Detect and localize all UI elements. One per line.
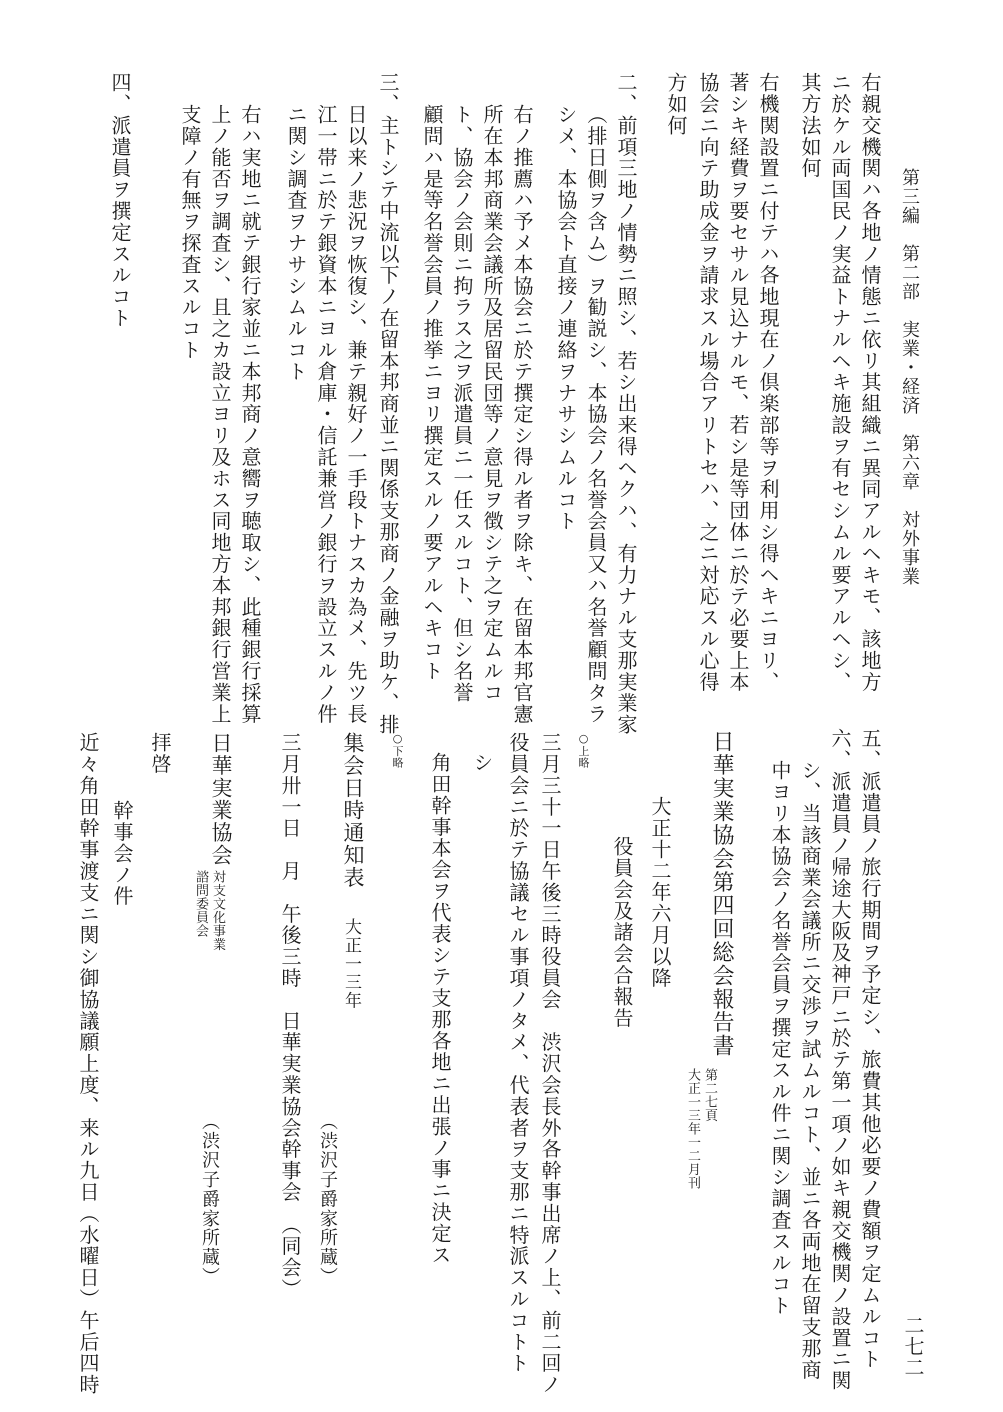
text-column: 右ノ推薦ハ予メ本協会ニ於テ撰定シ得ル者ヲ除キ、在留本邦官憲 xyxy=(510,104,534,725)
text-column: シ xyxy=(470,752,494,774)
item-heading: 三、主トシテ中流以下ノ在留本邦商並ニ関係支那商ノ金融ヲ助ケ、排 xyxy=(376,72,400,736)
running-head: 第三編 第二部 実業・経済 第六章 対外事業 xyxy=(899,168,920,586)
report-title: 日華実業協会第四回総会報告書 xyxy=(709,730,734,1058)
text-column: 三月三十一日午後三時役員会 渋沢会長外各幹事出席ノ上、前二回ノ xyxy=(538,732,562,1396)
text-column: 方如何 xyxy=(664,72,688,137)
text-column: 角田幹事本会ヲ代表シテ支那各地ニ出張ノ事ニ決定ス xyxy=(428,752,452,1266)
letter-body: 近々角田幹事渡支ニ関シ御協議願上度、来ル九日（水曜日）午后四時 xyxy=(76,732,100,1396)
item-heading: 四、派遣員ヲ撰定スルコト xyxy=(108,72,132,329)
letter-greeting: 拝啓 xyxy=(148,732,172,775)
report-period: 大正十二年六月以降 xyxy=(648,796,672,989)
omission-mark: ○下略 xyxy=(391,732,404,769)
notice-entry: 三月卅一日 月 午後三時 日華実業協会幹事会 （同会） xyxy=(278,732,302,1300)
report-section: 役員会及諸会合報告 xyxy=(610,836,634,1029)
text-column: （排日側ヲ含ム）ヲ勧説シ、本協会ノ名誉会員又ハ名誉顧問タラ xyxy=(584,104,608,725)
text-column: 上ノ能否ヲ調査シ、且之カ設立ヨリ及ホス同地方本邦銀行営業上 xyxy=(208,104,232,725)
report-citation-date: 大正一三年一二月刊 xyxy=(685,1068,700,1190)
item-heading: 五、派遣員ノ旅行期間ヲ予定シ、旅費其他必要ノ費額ヲ定ムルコト xyxy=(858,728,882,1370)
page-number: 二七二 xyxy=(901,1315,925,1378)
source-note: （渋沢子爵家所蔵） xyxy=(199,1112,220,1287)
text-column: シメ、本協会ト直接ノ連絡ヲナサシムルコト xyxy=(554,104,578,532)
text-column: 中ヨリ本協会ノ名誉会員ヲ撰定スル件ニ関シ調査スルコト xyxy=(768,760,792,1317)
text-column: 右ハ実地ニ就テ銀行家並ニ本邦商ノ意嚮ヲ聴取シ、此種銀行採算 xyxy=(238,104,262,725)
text-column: ト、協会ノ会則ニ拘ラス之ヲ派遣員ニ一任スルコト、但シ名誉 xyxy=(450,104,474,704)
letter-org: 日華実業協会 xyxy=(209,732,233,867)
text-column: 所在本邦商業会議所及居留民団等ノ意見ヲ徴シテ之ヲ定ムルコ xyxy=(480,104,504,704)
letter-org-sub xyxy=(194,870,224,951)
letter-org-sub-1: 対支文化事業 xyxy=(210,870,225,951)
text-column: 協会ニ向テ助成金ヲ請求スル場合アリトセハ、之ニ対応スル心得 xyxy=(696,72,720,693)
text-column: 役員会ニ於テ協議セル事項ノタメ、代表者ヲ支那ニ特派スルコトト xyxy=(506,732,530,1374)
text-column: 江一帯ニ於テ銀資本ニヨル倉庫・信託兼営ノ銀行ヲ設立スルノ件 xyxy=(314,104,338,725)
text-column: 右親交機関ハ各地ノ情態ニ依リ其組織ニ異同アルヘキモ、該地方 xyxy=(858,72,882,693)
letter-org-sub-2: 諮問委員会 xyxy=(193,870,208,938)
text-column: 其方法如何 xyxy=(798,72,822,179)
text-column: 右機関設置ニ付テハ各地現在ノ倶楽部等ヲ利用シ得ヘキニヨリ、 xyxy=(756,72,780,693)
source-note: （渋沢子爵家所蔵） xyxy=(317,1112,338,1287)
text-column: ニ関シ調査ヲナサシムルコト xyxy=(284,104,308,383)
notice-year: 大正一三年 xyxy=(341,918,361,1010)
letter-subject: 幹事会ノ件 xyxy=(110,800,134,907)
text-column: 支障ノ有無ヲ探査スルコト xyxy=(178,104,202,361)
omission-mark: ○上略 xyxy=(577,732,590,769)
item-heading: 二、前項三地ノ情勢ニ照シ、若シ出来得ヘクハ、有力ナル支那実業家 xyxy=(614,72,638,736)
text-column: 著シキ経費ヲ要セサル見込ナルモ、若シ是等団体ニ於テ必要上本 xyxy=(726,72,750,693)
report-citation xyxy=(686,1068,716,1190)
text-column: 顧問ハ是等名誉会員ノ推挙ニヨリ撰定スルノ要アルヘキコト xyxy=(420,104,444,682)
text-column: ニ於ケル両国民ノ実益トナルヘキ施設ヲ有セシムル要アルヘシ、 xyxy=(828,72,852,693)
item-heading: 六、派遣員ノ帰途大阪及神戸ニ於テ第一項ノ如キ親交機関ノ設置ニ関 xyxy=(828,728,852,1392)
report-citation-page: 第二七頁 xyxy=(702,1068,717,1122)
text-column: シ、当該商業会議所ニ交渉ヲ試ムルコト、並ニ各両地在留支那商 xyxy=(798,760,822,1381)
notice-title: 集会日時通知表 xyxy=(341,732,365,889)
text-column: 日以来ノ悲況ヲ恢復シ、兼テ親好ノ一手段トナスカ為メ、先ツ長 xyxy=(344,104,368,725)
